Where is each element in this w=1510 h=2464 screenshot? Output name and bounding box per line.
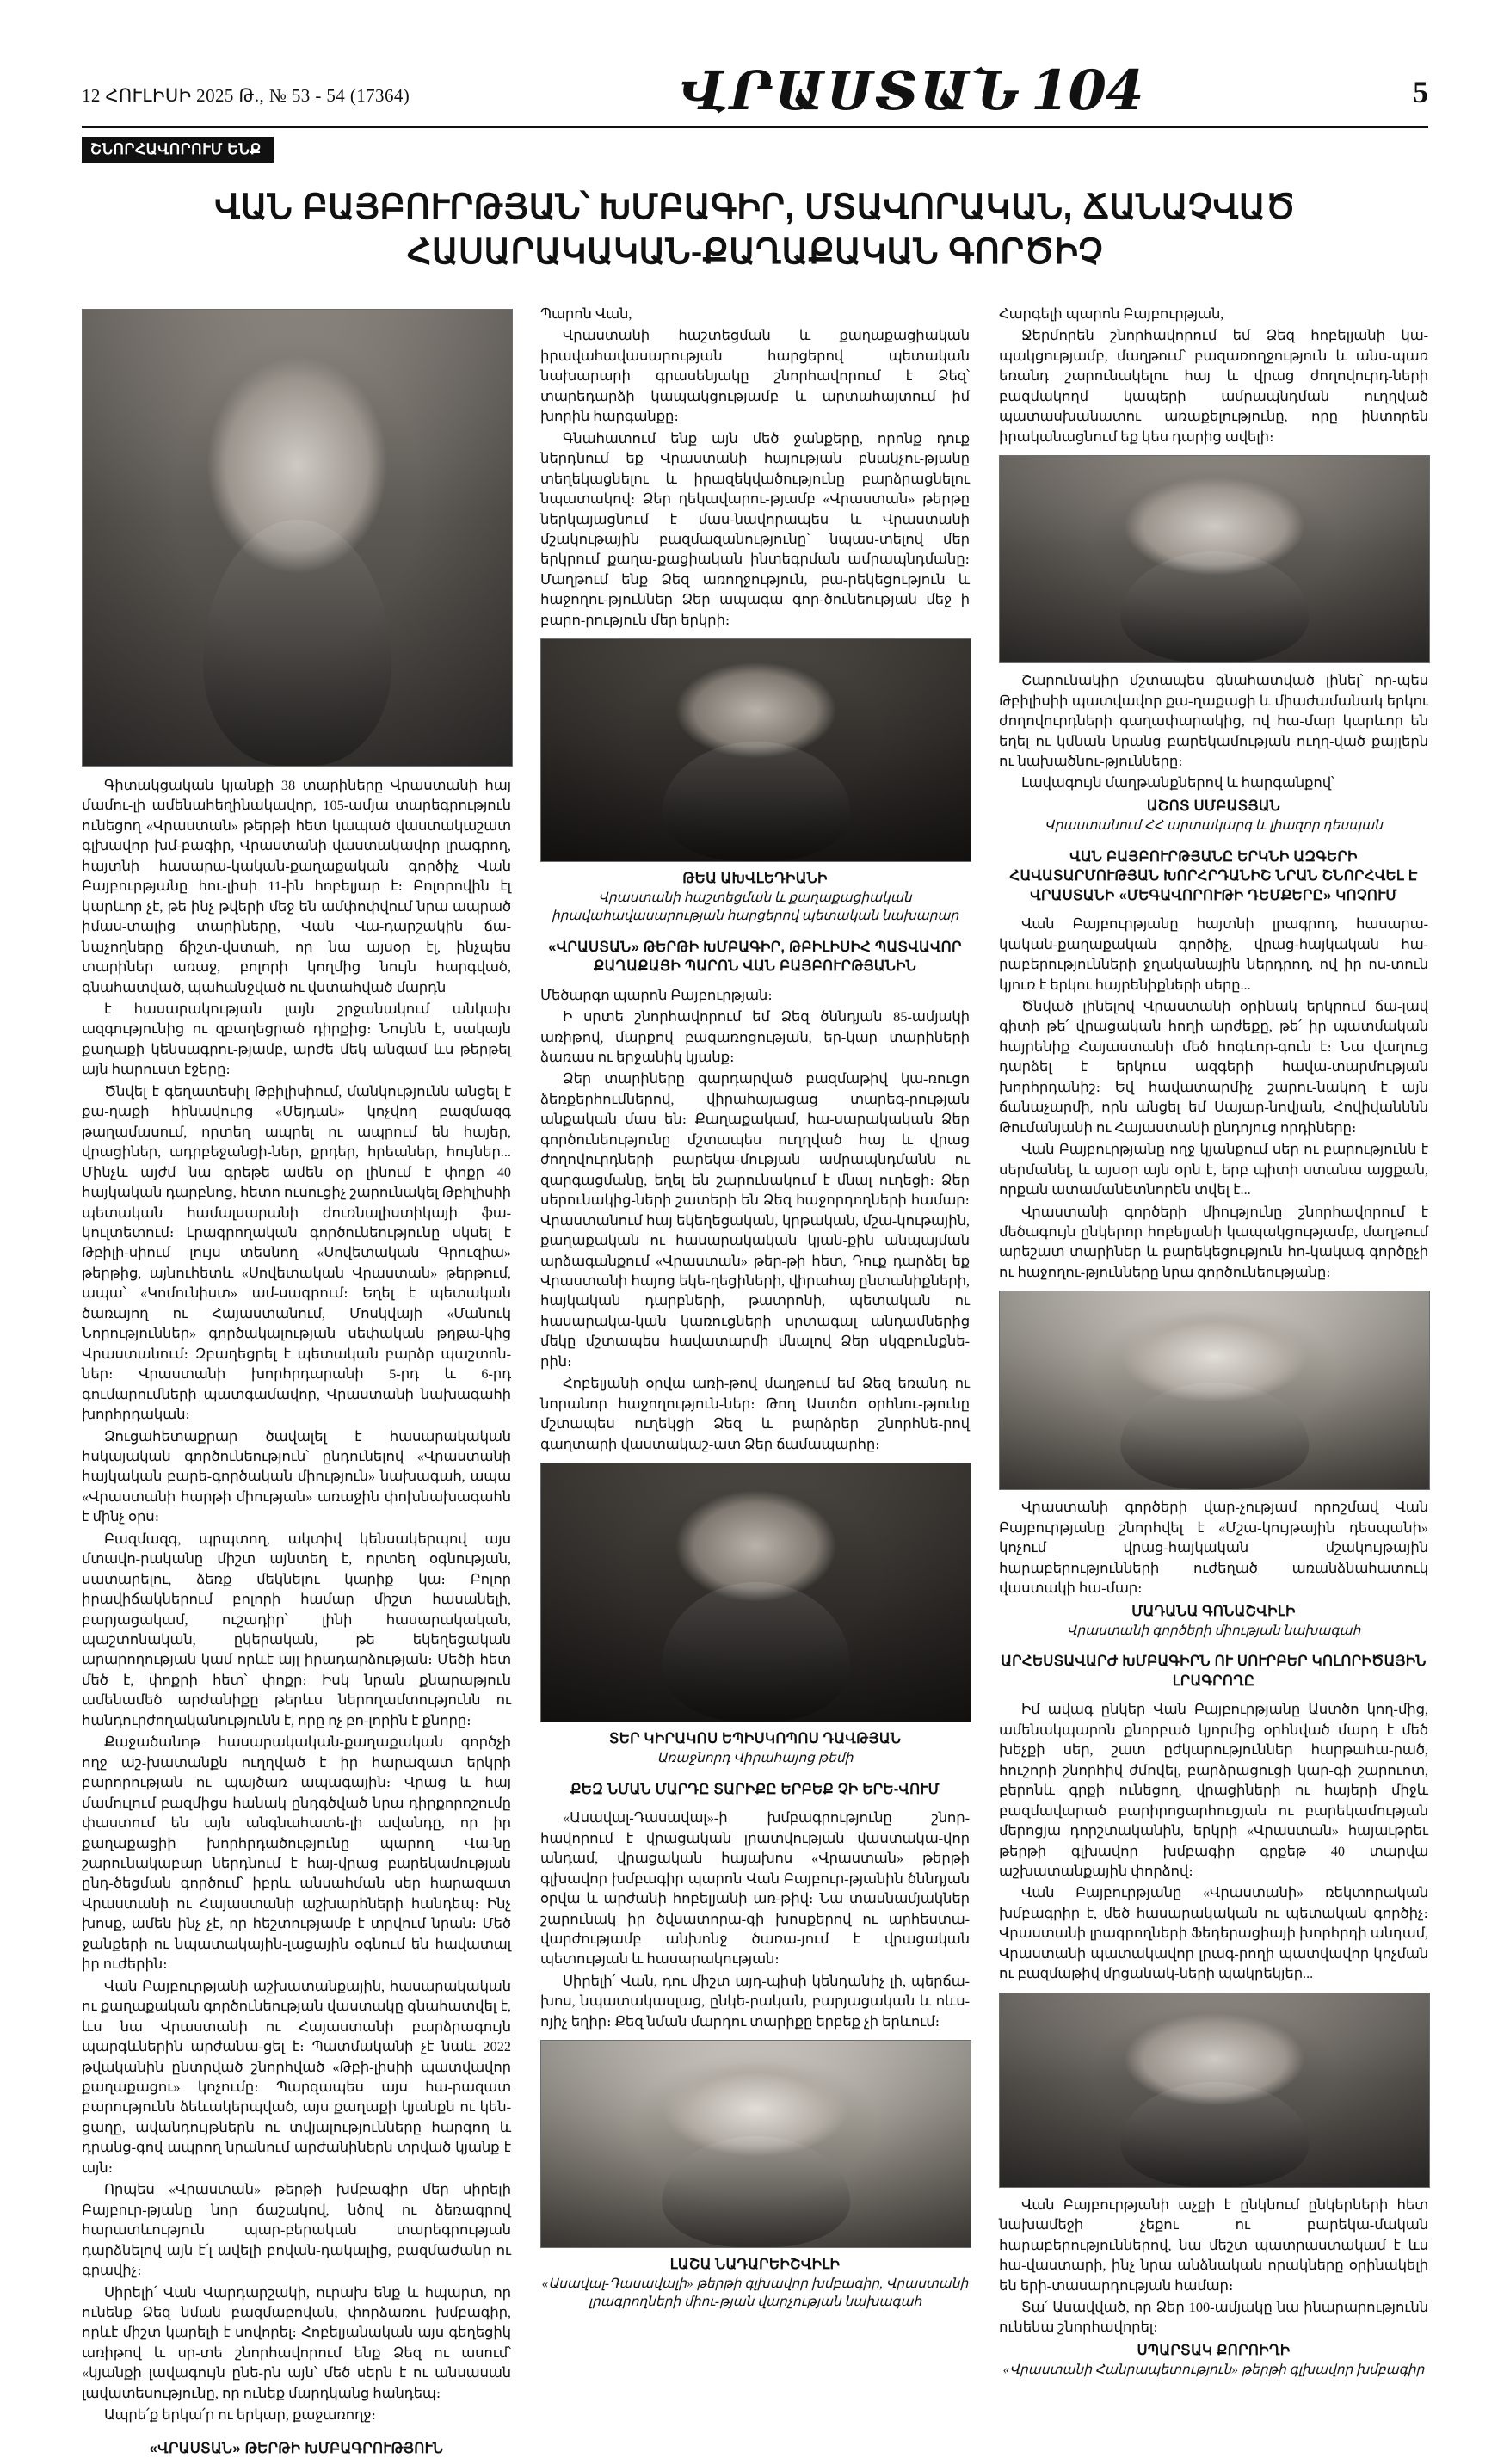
photo-vignette [541,639,971,861]
caption-title: «Ասավալ-Դասավալի» թերթի գլխավոր խմբագիր, Վրաստանի լրագրողների միու-թյան վարչության նախագահ [541,2276,969,2309]
photo-vignette [1000,1993,1429,2187]
column-3 [999,304,1428,2388]
logo-number: 104 [1030,59,1143,123]
portrait-van-baiburtyan [82,309,513,767]
column-2 [540,304,970,2320]
paragraph: Վրաստանի հաշտեցման և քաղաքացիական իրավահավասարության հարցերով պետական նախարարի գրասենյակը շնորհավորում է Ձեզ՝ տարեդարձի կապակցությամբ և արտահայտում իմ խորին հարգանքը։ [540,327,970,425]
portrait-spartak-qorouli [999,1993,1430,2188]
logo-text: ՎՐԱՍՏԱՆ [679,59,1022,122]
photo-caption [999,1602,1428,1641]
paragraph: Վան Բայբուրթյանը ողջ կյանքում սեր ու բարությունն է սերմանել, և այսօր այն օրն է, երբ պիտի ստանա այցքան, որքան ատամանետնորեն տվել է... [999,1141,1428,1198]
paragraph: Լավագույն մաղթանքներով և հարգանքով՝ [1021,774,1334,792]
masthead-divider [82,126,1428,128]
paragraph: Ձեր տարիները գարդարված բազմաթիվ կա-ռուցո ձեռքերհումներով, վիրահայացաց տարեգ-րության անքական մաս են։ Քաղաքակամ, հա-սարակական Ձեր գործունեությունը մշտապես ուղղված հայ և վրաց ժողովուրդների բարեկա-մության ամրապնդմանն ու զարգացմանը, եղել են շարունակում է մնալ ուղեցի։ Ձեր սերունակից-ների շատերի են Ձեզ հաջորդողների համար։ Վրաստանում հայ եկեղեցական, կրթական, մշա-կութային, քաղաքական ու հասարակական կյան-քին անպայման արձագանքում «Վրաստան» թեր-թի հետ, Դուք դարձել եք Վրաստանի հայոց եկե-ղեցիների, վիրահայ ընտանիքների, հայկական դարբների, թատրոնի, պետական ու հասարակա-կան կառուցների սրտագալ անդամներից մեկը մշտապես հավատարմի մնալով Ձեր սկզբունքնե-րին։ [540,1070,970,1370]
paragraph: Տա՛ Ասավված, որ Ձեր 100-ամյակը նա ինարարությունն ունենա շնորհավորել։ [999,2298,1428,2336]
caption-name: ԼԱՇԱ ՆԱԴԱՐԵԻՇՎԻԼԻ [669,2256,841,2273]
photo-caption [540,2255,970,2311]
caption-name: ԹԵԱ ԱԽՎԼԵԴԻԱՆԻ [682,870,828,887]
photo-caption [540,1729,970,1768]
photo-vignette [541,2041,971,2247]
paragraph: Ծնվել է գեղատեսիլ Թբիլիսիում, մանկությունն անցել է քա-ղաքի հինավուրց «Մեյդան» կոչվող բազմազգ թաղամասում, որտեղ ապրել ու ապրում են հայեր, վրացիներ, ադրբեջանցի-ներ, քրդեր, հրեաներ, հույներ... Մինչև այժմ նա գրեթե ամեն օր լինում է փոքր 40 հայկական դարբնոց, հետո ուսուցիչ շարունակել Թբիլիսիի պետական համալսարանի ժուռնալիստիկայի ֆա-կուլտետում։ Լրագրողական գործունեությունը սկսել է Թբիլի-սիում լույս տեսնող «Սովետական Գրուզիա» թերթից, այնուհետև «Սովետական Վրաստան» թերթում, ապա՝ «Կոմունիստ» ամ-սագրում։ Եղել է պետական ծառայող ու Հայաստանում, Մոսկվայի «Մանուկ Նորություններ» գործակալության սեփական թղթա-կից Վրաստանում։ Զբաղեցրել է պետական բարձր պաշտոն-ներ։ Վրաստանի խորհրդարանի 5-րդ և 6-րդ գումարումների պատգամավոր, Վրաստանի նախագահի խորհրդական։ [82,1082,511,1423]
paragraph: Վրաստանի գործերի վար-չությամ որոշմավ Վան Բայբուրթյանը շնորհվել է «Մշա-կույթային դեսպանի» կոչում վրաց-հայկական մշակույթային հարաբերությունների ուժեղած առանձնահատուկ վաստակի հա-մար։ [999,1499,1428,1597]
paragraph: Բազմազգ, պրպտող, ակտիվ կենսակերպով այս մտավո-րականը միշտ այնտեղ է, որտեղ օգնության, սատարելու, ձեռք մեկնելու կարիք կա։ Բոլոր իրավիճակներում բոլորի համար միշտ հասանելի, բարյացակամ, ուշադիր՝ լինի հասարակական, պաշտոնական, ըկերական, թե եկեղեցական արարողության կամ որևէ այլ իրադարձության։ Մեծի հետ մեծ է, փոքրի հետ՝ փոքր։ Իսկ նրան քնարաթյուն ամենամեծ արժանիքը թերևս ներողամտությունն ու հանդուրժողականությունն է, որը ոչ բո-լորին է քնորը։ [82,1530,511,1728]
paragraph: Ձուցահետաքրար ծավալել է հասարակական հսկայական գործունեություն՝ ընդունելով «Վրաստանի հայկական բարե-գործական միություն» նախագահ, ապա «Վրաստանի հարթի միության» առաջին փոխնախագահն է մինչ օրս։ [82,1427,511,1525]
caption-name: ՍՊԱՐՏԱԿ ՔՈՐՈԻՂԻ [1137,2341,1291,2358]
photo-vignette [83,310,512,766]
paragraph: Վան Բայբուրթյանը «Վրաստանի» ռեկտորական խմբագրիր է, մեծ հասարակական ու պետական գործիչ։ Վրաստանի լրագրողների Ֆեդերացիայի խորհրդի անդամ, Վրաստանի պատակավոր լրագ-րողի պատվավոր կոչման ու բազմաթիվ մրցանակ-ների պակրեկյեր... [999,1884,1428,1982]
portrait-lasha-nadareishvili [540,2040,971,2248]
caption-title: Վրաստանի գործերի միության նախագահ [1066,1623,1361,1638]
section-subhead: ԱՐՀԵՍՏԱՎԱՐԺ ԽՄԲԱԳԻՐՆ ՈՒ ՍՈՒՐԲԵՐ ԿՈԼՈՐԻԾԱՅԻՆ ԼՐԱԳՐՈՂԸ [1001,1653,1427,1689]
column-1 [82,304,511,2464]
page-number: 5 [1412,75,1428,109]
newspaper-logo [679,59,1143,123]
paragraph: Վան Բայբուրթյանը հայտնի լրագրող, հասարա-կական-քաղաքական գործիչ, վրաց-հայկական հա-րաբերությունների ջղականային ներդրող, ով իր ոս-տուն կյուռ է երկու հայրենիքների սերը... [999,915,1428,993]
caption-title: Վրաստանի հաշտեցման և քաղաքացիական իրավահավասարության հարցերով պետական նախարար [551,890,959,923]
article-columns [82,304,1428,2464]
page-title: ՎԱՆ ԲԱՅԲՈՒՐԹՅԱՆ՝ ԽՄԲԱԳԻՐ, ՄՏԱՎՈՐԱԿԱՆ, ՃԱՆԱՉՎԱԾ ՀԱՍԱՐԱԿԱԿԱՆ-ՔԱՂԱՔԱԿԱՆ ԳՈՐԾԻՉ [214,188,1296,271]
portrait-madana-gonashvili [999,1291,1430,1490]
section-subhead: ՔԵԶ ՆՄԱՆ ՄԱՐԴԸ ՏԱՐԻՔԸ ԵՐԲԵՔ ՉԻ ԵՐԵ-ՎՈՒՄ [570,1780,940,1797]
photo-vignette [1000,1291,1429,1489]
paragraph: Վան Բայբուրթյանի աչքի է ընկնում ընկերների հետ նախամեջի չեքու ու բարեկա-մական հարաբերություններով, նա մեշտ պատրաստակամ է ևս հա-վաստարի, ինչ նրա անձնական որակները օրինակելի են երի-տասարդության համար։ [999,2196,1428,2294]
paragraph: Ծնված լինելով Վրաստանի օրինակ երկրում ճա-լավ գիտի թե՛ վրացական հողի արժեքը, թե՛ իր պատմական հայրենիք Հայաստանի մեծ հոգևոր-գուն է։ Նա վաղուց դարձել է երկուս ազգերի հավա-տարմության խորհրդանիշ։ Եվ հավատարմիչ շարու-նակող է այն ճանաչարմի, որն անցել եմ Սայար-նովյան, Հովիվանննն Թումանյանի ու Հայաստանի ընդոյուց որդիները։ [999,998,1428,1136]
salutation: Պարոն Վան, [540,305,632,322]
photo-vignette [1000,456,1429,662]
caption-name: ՏԵՐ ԿԻՐԱԿՈՍ ԵՊԻՍԿՈՊՈՍ ԴԱՎԹՅԱՆ [608,1730,902,1747]
portrait-ter-kirakos-davtyan [540,1463,971,1722]
section-subhead: ՎԱՆ ԲԱՅԲՈՒՐԹՅԱՆԸ ԵՐԿՆԻ ԱԶԳԵՐԻ ՀԱՎԱՏԱՐՄՈՒԹՅԱՆ ԽՈՐՀՐԴԱՆԻՇ ՆՐԱՆ ՇՆՈՐՀՎԵԼ Է ՎՐԱՍՏԱՆԻ «ՄԵԳԱՎՈՐՈՒԹԻ ԴԵՄՔԵՐԸ» ԿՈՉՈՒՄ [1009,847,1418,903]
salutation: Հարգելի պարոն Բայբուրթյան, [999,305,1224,322]
article-signoff: «ՎՐԱՍՏԱՆ» ԹԵՐԹԻ ԽՄԲԱԳՐՈՒԹՅՈՒՆ [149,2440,444,2456]
photo-caption [999,2341,1428,2380]
paragraph: Ի սրտե շնորհավորում եմ Ձեզ ծննդյան 85-ամյակի առիթով, մարքով բազառոցության, եր-կար տարիների ձառաս ու երջանիկ կյանք։ [540,1008,970,1065]
caption-name: ՄԱԴԱՆԱ ԳՈՆԱՇՎԻԼԻ [1131,1602,1296,1619]
portrait-thea-akhvlediani [540,638,971,862]
caption-title: Վրաստանում ՀՀ արտակարգ և լիազոր դեսպան [1045,817,1383,833]
paragraph: «Ասավալ-Դասավալ»-ի խմբագրությունը շնոր-հավորում է վրացական լրատվության վաստակա-վոր անդամ, վրացական հայախոս «Վրաստան» թերթի գլխավոր խմբագիր պարոն Վան Բայբուր-թյանին ծննդյան օրվա և արժանի հոբելյանի առ-թիվ։ Նա տասնամյակներ շարունակ իր ծվսատորա-գի խոսքերով ու արհեստա-վարժությամբ անխոնջ ծառա-յում է վրացական պետության և հասարակության։ [540,1809,970,1968]
paragraph: Գիտակցական կյանքի 38 տարիները Վրաստանի հայ մամու-լի ամենահեղինակավոր, 105-ամյա տարեգրություն ունեցող «Վրաստան» թերթի հետ կապած վաստակաշատ գլխավոր խմ-բագիր, Վրաստանի վաստակավոր լրագրող, հայտնի հասարա-կական-քաղաքական գործիչ Վան Բայբուրթյանը հու-լիսի 11-ին հոբելյար է։ Բոլորովին էլ կարևոր չէ, թե ինչ թվերի մեջ են ամփոփվում նրա ապրած իմաս-տալից տարիները, Վան Վա-դարշակին ճա-նաչողները ճիշտ-վստահ, որ նա այսօր էլ, ինչպես տարիներ առաջ, բոլորի կողմից նույն հարգված, գնահատված, պահանջված ու վստահված մարդն [82,777,511,995]
photo-caption [540,869,970,925]
paragraph: Ջերմորեն շնորհավորում եմ Ձեզ հոբելյանի կա-պակցությամբ, մաղթում՝ բազառողջություն և անս-պառ եռանդ շարունակելու հայ և վրաց ժողովուրդ-ների բազմակողմ կապերի ամրապնդման ուղղված պատասխանատու առաքելությունը, որը ինտորեն իրականացնում եք կես դարից ավելի։ [999,327,1428,445]
paragraph: Քաջածանոթ հասարակական-քաղաքական գործչի ողջ աշ-խատանքն ուղղված է իր հարազատ երկրի բարորության ու պայծառ ապագային։ Վրաց և հայ մամուլում բազմիցս հանակ ընդգծված նրա դիրքորոշումը փաստում են այն անգնահատե-լի ավանդը, որ իր քաղաքացիի խորհրդածությունը պարող Վա-նը շարունակաբար ներդնում է հայ-վրաց բարեկամության ընդ-ծեցման գործում՝ իբրև անսահման սեր հարազատ Վրաստանի ու Հայաստանի աշխարհների հանդեպ։ Ինչ խոսք, ամեն ինչ չէ, որ հեշտությամբ է տրվում նրան։ Մեծ ջանքերի ու նպատակային-լացային օգնում են հավատալ իր ուժերին։ [82,1734,511,1973]
caption-title: Առաջնորդ Վիրահայոց թեմի [656,1751,854,1766]
paragraph: Վան Բայբուրթյանի աշխատանքային, հասարակական ու քաղաքական գործունեության վաստակը գնահատվել է, ևս նա Վրաստանի ու Հայաստանի բարձրագույն պարգևներին արժանա-ցել է։ Պատմականի չէ նաև 2022 թվականին ընտրված շնորհված «Թբի-լիսիի պատվավոր քաղաքացու» կոչումը։ Պարզապես այս հա-րազատ բարությունն ձեևակերպված, այս քաղաքի կյանքն ու կեն-ցաղը, ավանդույթներն ու տվյալությունները հարգող և դրանց-գով ապրող նրանում արժանիներն տրված կյանք է այն։ [82,1977,511,2176]
paragraph: Որպես «Վրաստան» թերթի խմբագիր մեր սիրելի Բայբուր-թյանը նոր ճաշակով, նծով ու ձեռագրով հարատևություն պար-բերական տարեգրության դարձնելով այն է՛լ ավելի բովան-դակալից, բազմաժանր ու գրավիչ։ [82,2181,511,2279]
paragraph: Իմ ավագ ընկեր Վան Բայբուրթյանը Աստծո կող-մից, ամենակպարոն քնորբած կյորմից օրհնված մարդ է մեծ խեչքի սեր, շատ ըժկարություններ հարթահա-րած, հուշորի շնորհիվ ժմովել, բարձրացուցի կար-գի շարուոտ, բերոնև գրքի ունեցող, վրացիների ու հայերի միջև բազմավարած բարիրոցարհուցյան ու բարեկամության մերոցյա դորշտականին, երկրի «Վրաստան» հայաւթրեւ թերթի գլխավոր խմբագիր գրքեթ 40 տարվա աշխատանքային փորձով։ [999,1701,1428,1879]
paragraph: Ապրե՛ք երկա՛ր ու երկար, քաջառողջ։ [104,2406,376,2424]
issue-line: 12 ՀՈՒԼԻՍԻ 2025 Թ., № 53 - 54 (17364) [82,85,410,106]
paragraph: Սիրելի՛ Վան Վարդարշակի, ուրախ ենք և հպարտ, որ ունենք Ձեզ նման բազմաբովան, փորձառու խմբագիր, որևէ միշտ կարելի է սովորել։ Հոբելյանական այս գեղեցիկ առիթով և սր-տե շնորհավորում ենք Ձեզ ու ասում՝ «կյանքի լավագույն ընե-րն այն՝ մեծ սերն է ու անսասան լավատեսությունը, որ ունեք մարդկանց հանդեպ։ [82,2283,511,2401]
paragraph: է հասարակության լայն շրջանակում անկախ ազգությունից ու զբաղեցրած դիրքից։ Նույնն է, սակայն քաղաքի կենսագրու-թյամբ, արժե մեկ անգամ ևս թերթել այն հարուստ էջերը։ [82,1000,511,1078]
salutation: Մեծարգո պարոն Բայբուրթյան։ [540,986,773,1003]
kicker-row [82,137,1428,163]
section-subhead: «ՎՐԱՍՏԱՆ» ԹԵՐԹԻ ԽՄԲԱԳԻՐ, ԹԲԻԼԻՍԻՀ ՊԱՏՎԱՎՈՐ ՔԱՂԱՔԱՑԻ ՊԱՐՈՆ ՎԱՆ ԲԱՅԲՈՒՐԹՅԱՆԻՆ [548,938,962,975]
section-kicker: ՇՆՈՐՀԱՎՈՐՈՒՄ ԵՆՔ [82,137,274,163]
photo-caption [999,797,1428,835]
masthead [0,0,1510,123]
caption-title: «Վրաստանի Հանրապետություն» թերթի գլխավոր խմբագիր [1002,2362,1425,2377]
paragraph: Վրաստանի գործերի միությունը շնորհավորում է մեծագույն ընկերոր հոբելյանի կապակցությամբ, մաղթում արեշատ տարիներ և բարեկեցություն հո-կակագ գործըչի ու հաջողու-թյունները նրա գործունեությանը։ [999,1203,1428,1280]
paragraph: Գնահատում ենք այն մեծ ջանքերը, որոնք դուք ներդնում եք Վրաստանի հայության բնակչու-թյանը տեղեկացնելու և իրազեկվածությունը բարձրացնելու նպատակով։ Ձեր ղեկավարու-թյամբ «Վրաստան» թերթը ներկայացնում է մաս-նավորապես և Վրաստանի մշակութային բազմազանությունը՝ նպաս-տելով մեր երկրում քաղա-քացիական ինտեգրման ամրապնդմանը։ Մաղթում ենք Ձեզ առողջություն, բա-րեկեցություն և հաջողու-թյուններ Ձեր ապագա գոր-ծունեության մեջ ի բարո-րություն մեր երկրի։ [540,429,970,628]
paragraph: Հոբելյանի օրվա առի-թով մաղթում եմ Ձեզ եռանդ ու նորանոր հաջողություն-ներ։ Թող Աստծո օրհնու-թյունը մշտապես ուղեկցի Ձեզ և բարձրեր շնորհնե-րով գաղտարի վաստակաշ-ատ Ձեր ճամապարհը։ [540,1375,970,1452]
caption-name: ԱՇՈՏ ՍՄԲԱՏՅԱՆ [1146,797,1281,814]
portrait-ashot-smbatyan [999,455,1430,663]
paragraph: Սիրելի՛ Վան, դու միշտ այդ-պիսի կենդանիչ լի, պերճա-խոս, նպատակասլաց, ընկե-րական, բարյացական և ոևս-ոյիչ եղիր։ Քեզ նման մարդու տարիքը երբեք չի երևում։ [540,1972,970,2030]
photo-vignette [541,1463,971,1722]
paragraph: Շարունակիր մշտապես գնահատված լինել՝ որ-պես Թբիլիսիի պատվավոր քա-ղաքացի և միաժամանակ երկու ժողովուրդների գաղափարակից, ով հա-մար կարևոր են եղել ու կմնան նրանց բարեկամության ուղղ-ված քայլերն ու նախածնու-թյունները։ [999,672,1428,769]
